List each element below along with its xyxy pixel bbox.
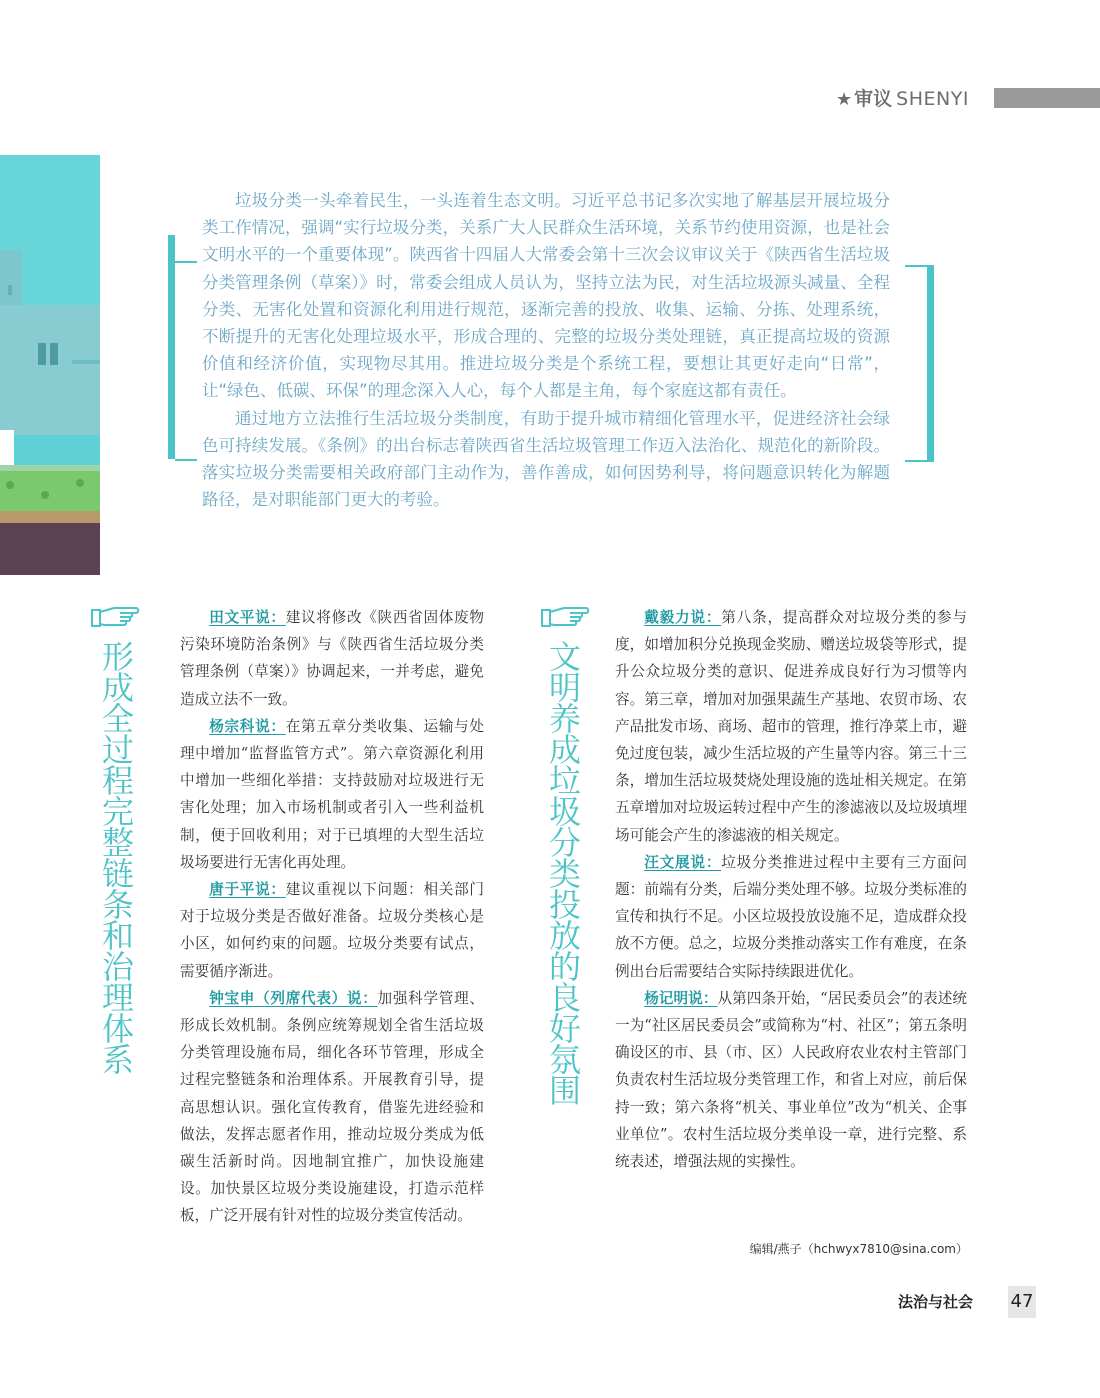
section-name-zh: 审议: [854, 88, 893, 110]
speaker-name: 杨记明说：: [644, 989, 718, 1007]
bracket-tick: [905, 460, 927, 462]
bracket-tick: [905, 265, 927, 267]
speaker-text: 从第四条开始，“居民委员会”的表述统一为“社区居民委员会”或简称为“村、社区”；第五条明确设区的市、县（市、区）人民政府农业农村主管部门负责农村生活垃圾分类管理工作，和省上对应，前后保持一致；第六条将“机关、事业单位”改为“机关、企事业单位”。农村生活垃圾分类单设一章，进行完整、系统表述，增强法规的实操性。: [615, 989, 967, 1171]
speaker-item: [615, 604, 967, 849]
intro-paragraph: 通过地方立法推行生活垃圾分类制度，有助于提升城市精细化管理水平，促进经济社会绿色可持续发展。《条例》的出台标志着陕西省生活垃圾管理工作迈入法治化、规范化的新阶段。落实垃圾分类需要相关政府部门主动作为，善作善成，如何因势利导，将问题意识转化为解题路径，是对职能部门更大的考验。: [202, 408, 890, 510]
section-tag: [836, 86, 969, 112]
speaker-item: [180, 604, 484, 713]
intro-text: [202, 187, 890, 513]
section1-column: [180, 604, 484, 1230]
editor-credit: 编辑/燕子（hchwyx7810@sina.com）: [749, 1242, 968, 1256]
speaker-item: [180, 713, 484, 876]
star-icon: ★: [836, 89, 853, 110]
intro-paragraph: 垃圾分类一头牵着民生，一头连着生态文明。习近平总书记多次实地了解基层开展垃圾分类工作情况，强调“实行垃圾分类，关系广大人民群众生活环境，关系节约使用资源，也是社会文明水平的一个重要体现”。陕西省十四届人大常委会第十三次会议审议关于《陕西省生活垃圾分类管理条例（草案）》时，常委会组成人员认为，坚持立法为民，对生活垃圾源头减量、全程分类、无害化处置和资源化利用进行规范，逐渐完善的投放、收集、运输、分拣、处理系统，不断提升的无害化处理垃圾水平，形成合理的、完整的垃圾分类处理链，真正提高垃圾的资源价值和经济价值，实现物尽其用。推进垃圾分类是个系统工程，要想让其更好走向“日常”，让“绿色、低碳、环保”的理念深入人心，每个人都是主角，每个家庭这都有责任。: [202, 191, 890, 401]
section-name-en: SHENYI: [896, 88, 969, 110]
intro-bracket-left: [168, 235, 175, 459]
speaker-name: 唐于平说：: [209, 881, 286, 899]
speaker-name: 田文平说：: [209, 609, 286, 626]
speaker-item: [615, 849, 967, 985]
page-number: 47: [1008, 1286, 1036, 1318]
speaker-text: 在第五章分类收集、运输与处理中增加“监督监管方式”。第六章资源化利用中增加一些细化举措：支持鼓励对垃圾进行无害化处理；加入市场机制或者引入一些利益机制，便于回收利用；对于已填埋的大型生活垃圾场要进行无害化再处理。: [180, 717, 484, 871]
speaker-name: 汪文展说：: [644, 853, 722, 871]
bracket-tick: [175, 261, 197, 263]
speaker-name: 钟宝申（列席代表）说：: [209, 989, 378, 1007]
speaker-text: 建议重视以下问题：相关部门对于垃圾分类是否做好准备。垃圾分类核心是小区，如何约束的问题。垃圾分类要有试点，需要循序渐进。: [180, 881, 484, 980]
speaker-item: [180, 876, 484, 985]
pointing-hand-icon: [540, 604, 590, 634]
magazine-name: 法治与社会: [898, 1293, 974, 1311]
header-bar: [994, 88, 1100, 108]
bracket-tick: [175, 459, 197, 461]
speaker-name: 戴毅力说：: [644, 609, 722, 626]
city-illustration: [0, 155, 100, 575]
section1-heading: 形成全过程完整链条和治理体系: [97, 640, 135, 1074]
speaker-text: 建议将修改《陕西省固体废物污染环境防治条例》与《陕西省生活垃圾分类管理条例（草案）》协调起来，一并考虑，避免造成立法不一致。: [180, 609, 484, 708]
section2-column: [615, 604, 967, 1175]
speaker-text: 加强科学管理、形成长效机制。条例应统筹规划全省生活垃圾分类管理设施布局，细化各环节管理，形成全过程完整链条和治理体系。开展教育引导，提高思想认识。强化宣传教育，借鉴先进经验和做法，发挥志愿者作用，推动垃圾分类成为低碳生活新时尚。因地制宜推广，加快设施建设。加快景区垃圾分类设施建设，打造示范样板，广泛开展有针对性的垃圾分类宣传活动。: [180, 989, 484, 1225]
pointing-hand-icon: [90, 604, 140, 634]
intro-bracket-right: [927, 265, 934, 462]
section2-heading: 文明养成垃圾分类投放的良好氛围: [544, 640, 582, 1105]
speaker-text: 第八条，提高群众对垃圾分类的参与度，如增加积分兑换现金奖励、赠送垃圾袋等形式，提升公众垃圾分类的意识、促进养成良好行为习惯等内容。第三章，增加对加强果蔬生产基地、农贸市场、农产品批发市场、商场、超市的管理，推行净菜上市，避免过度包装，减少生活垃圾的产生量等内容。第三十三条，增加生活垃圾焚烧处理设施的选址相关规定。在第五章增加对垃圾运转过程中产生的渗滤液以及垃圾填埋场可能会产生的渗滤液的相关规定。: [615, 609, 967, 844]
speaker-text: 垃圾分类推进过程中主要有三方面问题：前端有分类，后端分类处理不够。垃圾分类标准的宣传和执行不足。小区垃圾投放设施不足，造成群众投放不方便。总之，垃圾分类推动落实工作有难度，在条例出台后需要结合实际持续跟进优化。: [615, 853, 967, 980]
speaker-name: 杨宗科说：: [209, 717, 286, 735]
speaker-item: [615, 985, 967, 1175]
speaker-item: [180, 985, 484, 1230]
